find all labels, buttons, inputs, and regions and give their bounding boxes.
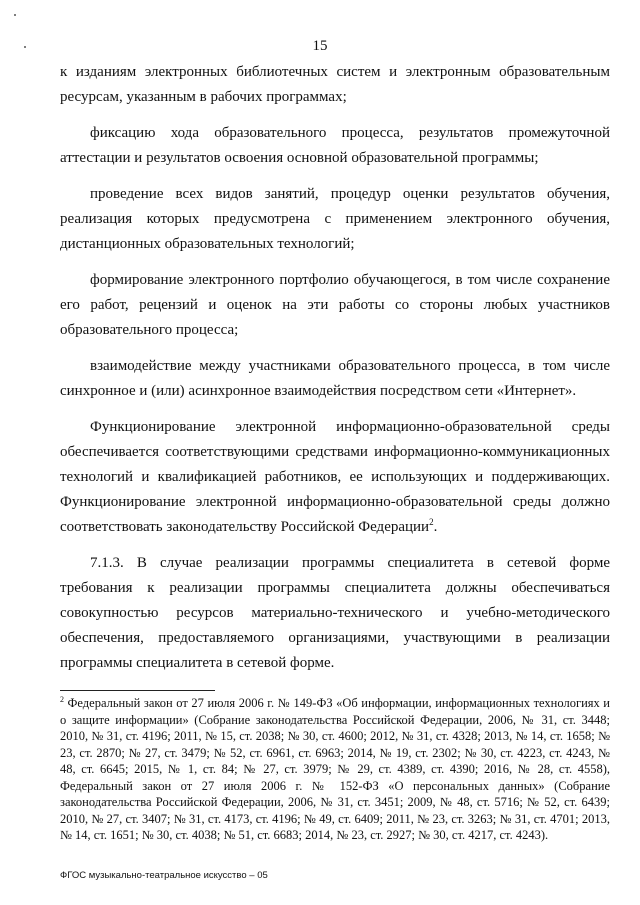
- footnote-reference: 2: [429, 517, 434, 527]
- functioning-end: .: [433, 519, 438, 535]
- footnote: [60, 695, 610, 844]
- paragraph-electronic-resources: к изданиям электронных библиотечных систем и электронным образовательным ресурсам, указанным в рабочих программах;: [60, 64, 610, 105]
- footnote-text: Федеральный закон от 27 июля 2006 г. № 149-ФЗ «Об информации, информационных технологиях и о защите информации» (Собрание законодательства Российской Федерации, 2006, № 31, ст. 3448; 2010, № 31, ст. 4196; 2011, № 15, ст. 2038; № 30, ст. 4600; 2012, № 31, ст. 4328; 2013, № 14, ст. 1658; № 23, ст. 2870; № 27, ст. 3479; № 52, ст. 6961, ст. 6963; 2014, № 19, ст. 2302; № 30, ст. 4223, ст. 4243, № 48, ст. 6645; 2015, № 1, ст. 84; № 27, ст. 3979; № 29, ст. 4389, ст. 4390; 2016, № 28, ст. 4558), Федеральный закон от 27 июля 2006 г. № 152-ФЗ «О персональных данных» (Собрание законодательства Российской Федерации, 2006, № 31, ст. 3451; 2009, № 48, ст. 5716; № 52, ст. 6439; 2010, № 27, ст. 3407; № 31, ст. 4173, ст. 4196; № 49, ст. 6409; 2011, № 23, ст. 3263; № 31, ст. 4701; 2013, № 14, ст. 1651; № 30, ст. 4038; № 51, ст. 6683; 2014, № 23, ст. 2927; № 30, ст. 4217, ст. 4243).: [60, 696, 610, 842]
- paragraph-conducting-classes: проведение всех видов занятий, процедур оценки результатов обучения, реализация которых предусмотрена с применением электронного обучения, дистанционных образовательных технологий;: [60, 186, 610, 252]
- paragraph-process-recording: фиксацию хода образовательного процесса, результатов промежуточной аттестации и результатов освоения основной образовательной программы;: [60, 125, 610, 166]
- paragraph-portfolio: формирование электронного портфолио обучающегося, в том числе сохранение его работ, рецензий и оценок на эти работы со стороны любых участников образовательного процесса;: [60, 272, 610, 338]
- body-text: [60, 60, 610, 687]
- paragraph-functioning: [60, 415, 610, 540]
- page-number: 15: [312, 38, 328, 54]
- page-footer: ФГОС музыкально-театральное искусство – 05: [60, 870, 268, 881]
- footnote-mark: 2: [60, 694, 64, 704]
- paragraph-interaction: взаимодействие между участниками образовательного процесса, в том числе синхронное и (или) асинхронное взаимодействия посредством сети «Интернет».: [60, 358, 610, 399]
- footnote-divider: [60, 690, 215, 691]
- scan-speck: [14, 14, 16, 16]
- functioning-text: Функционирование электронной информационно-образовательной среды обеспечивается соответствующими средствами информационно-коммуникационных технологий и квалификацией работников, ее использующих и поддерживающих. Функционирование электронной информационно-образовательной среды должно соответствовать законодательству Российской Федерации: [60, 419, 610, 535]
- paragraph-section-7-1-3: 7.1.3. В случае реализации программы специалитета в сетевой форме требования к реализации программы специалитета должны обеспечиваться совокупностью ресурсов материально-технического и учебно-методического обеспечения, предоставляемого организациями, участвующими в реализации программы специалитета в сетевой форме.: [60, 555, 610, 671]
